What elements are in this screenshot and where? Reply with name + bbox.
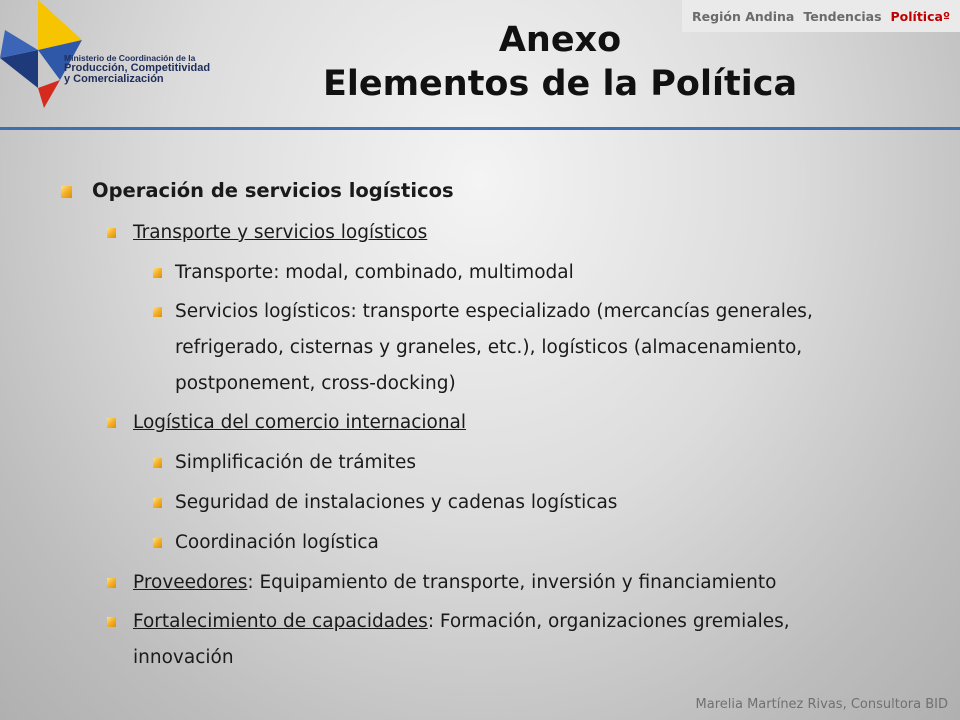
section-text: : Equipamiento de transporte, inversión y financiamiento xyxy=(247,572,777,593)
bullet-icon xyxy=(107,418,116,428)
logo-line-3: y Comercialización xyxy=(64,73,164,86)
title-divider xyxy=(0,127,960,130)
list-item-line: Servicios logísticos: transporte especializado (mercancías generales, xyxy=(175,301,813,322)
bullet-icon xyxy=(107,617,116,627)
nav-tendencias[interactable]: Tendencias xyxy=(803,8,882,24)
bullet-icon xyxy=(107,228,116,238)
title-line-2: Elementos de la Política xyxy=(322,64,798,104)
section-title: Transporte y servicios logísticos xyxy=(133,222,428,243)
heading-item xyxy=(92,178,454,204)
bullet-icon xyxy=(153,268,162,278)
section-text: : Formación, organizaciones gremiales, xyxy=(427,611,790,632)
section-proveedores xyxy=(133,570,933,596)
bullet-icon xyxy=(153,498,162,508)
logo-text xyxy=(64,54,214,86)
nav-region-andina[interactable]: Región Andina xyxy=(692,8,795,24)
list-item xyxy=(175,530,875,556)
logo-line-1: Ministerio de Coordinación de la xyxy=(64,53,196,63)
list-item xyxy=(175,260,875,286)
section-transporte xyxy=(133,220,933,246)
list-item-text: Coordinación logística xyxy=(175,532,379,553)
section-label: Proveedores xyxy=(133,572,248,593)
section-label: Fortalecimiento de capacidades xyxy=(133,611,428,632)
list-item-line: postponement, cross-docking) xyxy=(175,373,456,394)
footer-credit: Marelia Martínez Rivas, Consultora BID xyxy=(695,697,948,712)
bullet-icon xyxy=(153,458,162,468)
heading-text: Operación de servicios logísticos xyxy=(92,179,454,202)
section-text-cont: innovación xyxy=(133,647,234,668)
list-item-line: refrigerado, cisternas y graneles, etc.), logísticos (almacenamiento, xyxy=(175,337,803,358)
nav-politica[interactable]: Políticaº xyxy=(890,8,950,24)
list-item-text: Transporte: modal, combinado, multimodal xyxy=(175,262,574,283)
slide-title xyxy=(210,18,910,106)
list-item-text: Simplificación de trámites xyxy=(175,452,416,473)
ministry-logo xyxy=(0,0,211,110)
list-item xyxy=(175,294,875,402)
bullet-icon xyxy=(153,307,162,317)
section-logistica xyxy=(133,410,933,436)
section-fortalecimiento xyxy=(133,604,933,676)
bullet-icon xyxy=(61,186,72,198)
list-item xyxy=(175,450,875,476)
title-line-1: Anexo xyxy=(498,20,622,60)
list-item-text: Seguridad de instalaciones y cadenas logísticas xyxy=(175,492,618,513)
bullet-icon xyxy=(153,538,162,548)
section-title: Logística del comercio internacional xyxy=(133,412,467,433)
list-item xyxy=(175,490,875,516)
bullet-icon xyxy=(107,578,116,588)
logo-line-2: Producción, Competitividad xyxy=(64,61,211,74)
